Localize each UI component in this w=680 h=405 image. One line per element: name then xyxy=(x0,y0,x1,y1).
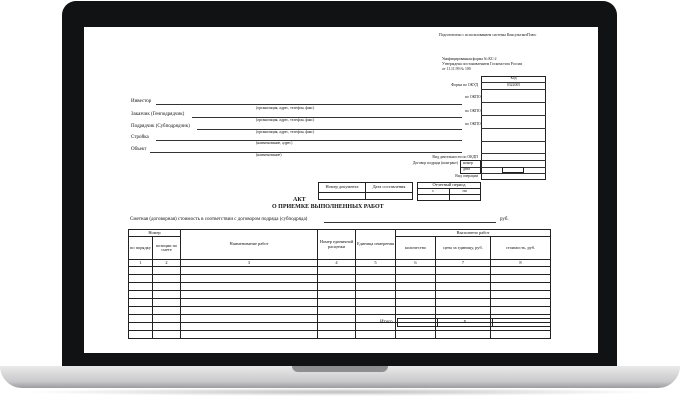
approval-line-3: от 11.11.99 № 100 xyxy=(442,67,471,71)
table-row xyxy=(129,291,551,299)
laptop-shadow xyxy=(20,388,660,396)
divider xyxy=(481,89,546,90)
construction-hint: (наименование, адрес) xyxy=(256,141,293,145)
period-from: с xyxy=(418,189,450,195)
col-number: 6 xyxy=(396,260,436,267)
header-work-name: Наименование работ xyxy=(181,230,318,260)
estimate-rub: руб. xyxy=(500,217,509,222)
period-header: Отчетный период xyxy=(418,183,481,189)
construction-line xyxy=(156,140,462,141)
period-from-cell xyxy=(418,195,450,201)
laptop-screen xyxy=(84,27,598,353)
date-split-box xyxy=(502,167,524,173)
doc-number-cell xyxy=(319,193,366,200)
divider xyxy=(481,102,546,103)
code-header: Код xyxy=(510,76,517,80)
object-line xyxy=(150,152,462,153)
approval-line-2: Утверждена постановлением Госкомстата России xyxy=(442,62,523,66)
header-unit: Единица измерения xyxy=(356,230,396,260)
table-row xyxy=(129,299,551,307)
okud-label: Форма по ОКУД xyxy=(451,83,478,87)
doc-date-header: Дата составления xyxy=(366,183,413,193)
table-row xyxy=(129,283,551,291)
investor-label: Инвестор xyxy=(131,99,152,104)
investor-hint: (организация, адрес, телефон, факс) xyxy=(256,106,315,110)
doc-date-cell xyxy=(366,193,413,200)
estimate-line xyxy=(324,222,496,223)
estimate-text: Сметная (договорная) стоимость в соответствии с договором подряда (субподряда) xyxy=(130,217,308,222)
divider xyxy=(481,153,546,154)
object-hint: (наименование) xyxy=(256,153,282,157)
contractor-line xyxy=(197,129,462,130)
total-qty xyxy=(398,319,438,327)
divider xyxy=(481,128,546,129)
contract-label-box xyxy=(460,160,481,174)
header-qty: количество xyxy=(396,237,436,260)
period-to-cell xyxy=(449,195,481,201)
customer-line xyxy=(192,117,462,118)
construction-label: Стройка xyxy=(131,135,149,140)
divider xyxy=(481,160,546,161)
header-unit-price-no: Номер единичной расценки xyxy=(318,230,356,260)
header-done: Выполнено работ xyxy=(396,230,551,237)
table-row xyxy=(129,267,551,275)
customer-label: Заказчик (Генподрядчик) xyxy=(131,112,185,117)
okdp-label: Вид деятельности по ОКДП xyxy=(432,155,478,159)
okpo-label-1: по ОКПО xyxy=(465,95,481,99)
investor-line xyxy=(156,104,462,105)
col-number: 5 xyxy=(356,260,396,267)
col-number: 1 xyxy=(129,260,153,267)
header-number: Номер xyxy=(129,230,181,237)
okpo-label-2: по ОКПО xyxy=(465,109,481,113)
col-number: 4 xyxy=(318,260,356,267)
table-row xyxy=(129,275,551,283)
table-row xyxy=(129,307,551,315)
laptop-notch xyxy=(292,366,388,372)
operation-label: Вид операции xyxy=(455,174,478,178)
period-to: по xyxy=(449,189,481,195)
contractor-hint: (организация, адрес, телефон, факс) xyxy=(256,130,315,134)
customer-hint: (организация, адрес, телефон, факс) xyxy=(256,118,315,122)
object-label: Объект xyxy=(131,147,147,152)
col-number: 8 xyxy=(491,260,551,267)
table-row xyxy=(129,331,551,339)
header-cost: стоимость, руб. xyxy=(491,237,551,260)
contract-label: Договор подряда (контракт) xyxy=(412,161,458,165)
contractor-label: Подрядчик (Субподрядчик) xyxy=(131,124,190,129)
col-number: 2 xyxy=(153,260,181,267)
col-number: 7 xyxy=(436,260,491,267)
header-by-order: по порядку xyxy=(129,237,153,260)
total-label: Итого xyxy=(380,320,393,325)
contract-number-label: номер xyxy=(463,161,473,165)
doc-number-header: Номер документа xyxy=(319,183,366,193)
total-row xyxy=(397,318,551,327)
doc-info-table xyxy=(318,182,413,200)
approval-line-1: Унифицированная форма № КС-2 xyxy=(442,57,497,61)
header-by-estimate: позиции по смете xyxy=(153,237,181,260)
total-cost xyxy=(493,319,551,327)
period-table xyxy=(417,182,481,201)
act-title: АКТ xyxy=(293,197,306,203)
header-price: цена за единицу, руб. xyxy=(436,237,491,260)
total-x: X xyxy=(438,319,493,327)
okud-value: 0322005 xyxy=(506,83,521,87)
divider xyxy=(481,115,546,116)
col-number: 3 xyxy=(181,260,318,267)
ks2-form xyxy=(84,27,598,353)
okpo-label-3: по ОКПО xyxy=(465,122,481,126)
top-note: Подготовлено с использованием системы КонсультантПлюс xyxy=(439,33,537,37)
contract-date-label: дата xyxy=(463,167,470,171)
act-subtitle: О ПРИЕМКЕ ВЫПОЛНЕННЫХ РАБОТ xyxy=(272,204,384,210)
divider xyxy=(481,141,546,142)
